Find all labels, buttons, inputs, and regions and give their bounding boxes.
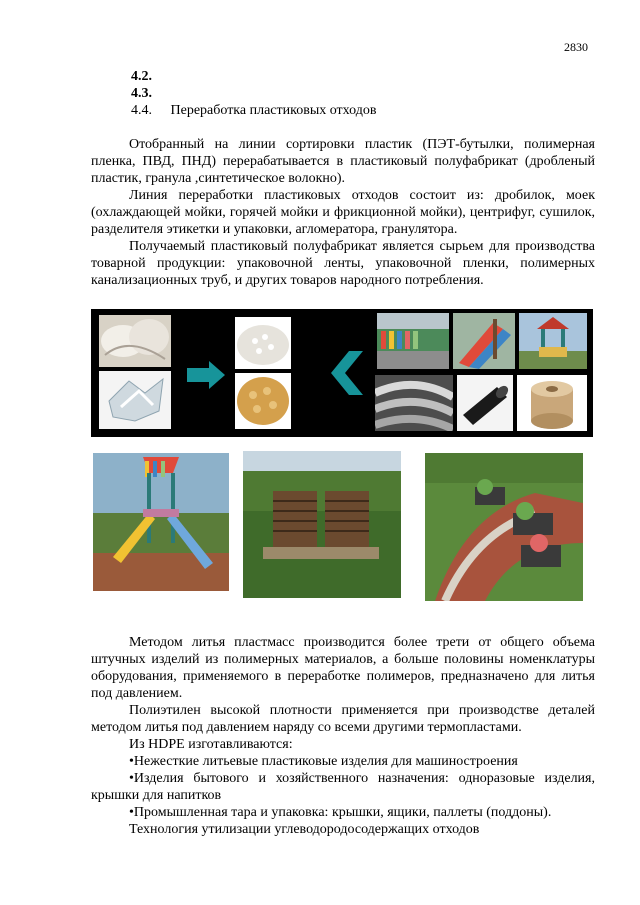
list-item: •Изделия бытового и хозяйственного назначения: одноразовые изделия, крышки для напитков bbox=[91, 771, 595, 803]
heading-4-4 bbox=[91, 102, 595, 119]
closing-heading: Технология утилизации углеводородосодержащих отходов bbox=[129, 822, 480, 837]
film-roll-photo bbox=[517, 375, 587, 431]
heading-4-2: 4.2. bbox=[131, 69, 152, 84]
arrow-left-icon bbox=[329, 351, 363, 395]
colored-fence-photo bbox=[377, 313, 449, 369]
plastic-waste-bags-photo bbox=[99, 315, 171, 367]
body-text-bottom bbox=[91, 634, 595, 838]
black-pipe-photo bbox=[457, 375, 513, 431]
body-text-top bbox=[91, 136, 595, 289]
page-number: 2830 bbox=[564, 40, 588, 54]
list-item: •Промышленная тара и упаковка: крышки, ящики, паллеты (поддоны). bbox=[129, 805, 552, 820]
composters-figure bbox=[243, 451, 401, 598]
playground-figure bbox=[93, 453, 229, 591]
recycling-process-figure bbox=[91, 309, 593, 437]
paragraph: Полиэтилен высокой плотности применяется при производстве деталей методом литья под давлением наряду со всеми другими термопластами. bbox=[91, 703, 595, 735]
list-item: •Нежесткие литьевые пластиковые изделия для машиностроения bbox=[129, 754, 518, 769]
yellow-granules-photo bbox=[235, 373, 291, 429]
arrow-right-icon bbox=[187, 361, 225, 389]
heading-4-4-number: 4.4. bbox=[131, 103, 152, 118]
paragraph: Из HDPE изготавливаются: bbox=[129, 737, 293, 752]
paragraph: Линия переработки пластиковых отходов состоит из: дробилок, моек (охлаждающей мойки, горячей мойки и фрикционной мойки), центрифуг, сушилок, разделителя этикетки и упаковки, агломератора, гранулятора. bbox=[91, 188, 595, 237]
paragraph: Отобранный на линии сортировки пластик (ПЭТ-бутылки, полимерная пленка, ПВД, ПНД) перерабатывается в пластиковый полуфабрикат (дробленый пластик, гранула ,синтетическое волокно). bbox=[91, 137, 595, 186]
metal-pipes-photo bbox=[375, 375, 453, 431]
garden-well-photo bbox=[519, 313, 587, 369]
paragraph: Получаемый пластиковый полуфабрикат является сырьем для производства товарной продукции: упаковочной ленты, упаковочной пленки, полимерных канализационных труб, и других товаров народного потребления. bbox=[91, 239, 595, 288]
playground-slides-photo bbox=[453, 313, 515, 369]
paragraph: Методом литья пластмасс производится более трети от общего объема штучных изделий из полимерных материалов, а больше половины номенклатуры оборудования, применяемого в переработке полимеров, предназначено для литья под давлением. bbox=[91, 635, 595, 701]
garden-planters-figure bbox=[425, 453, 583, 601]
heading-4-3: 4.3. bbox=[131, 86, 152, 101]
crushed-bottles-photo bbox=[99, 371, 171, 429]
heading-4-4-title: Переработка пластиковых отходов bbox=[170, 103, 377, 118]
section-headings bbox=[91, 68, 595, 119]
white-granules-photo bbox=[235, 317, 291, 369]
